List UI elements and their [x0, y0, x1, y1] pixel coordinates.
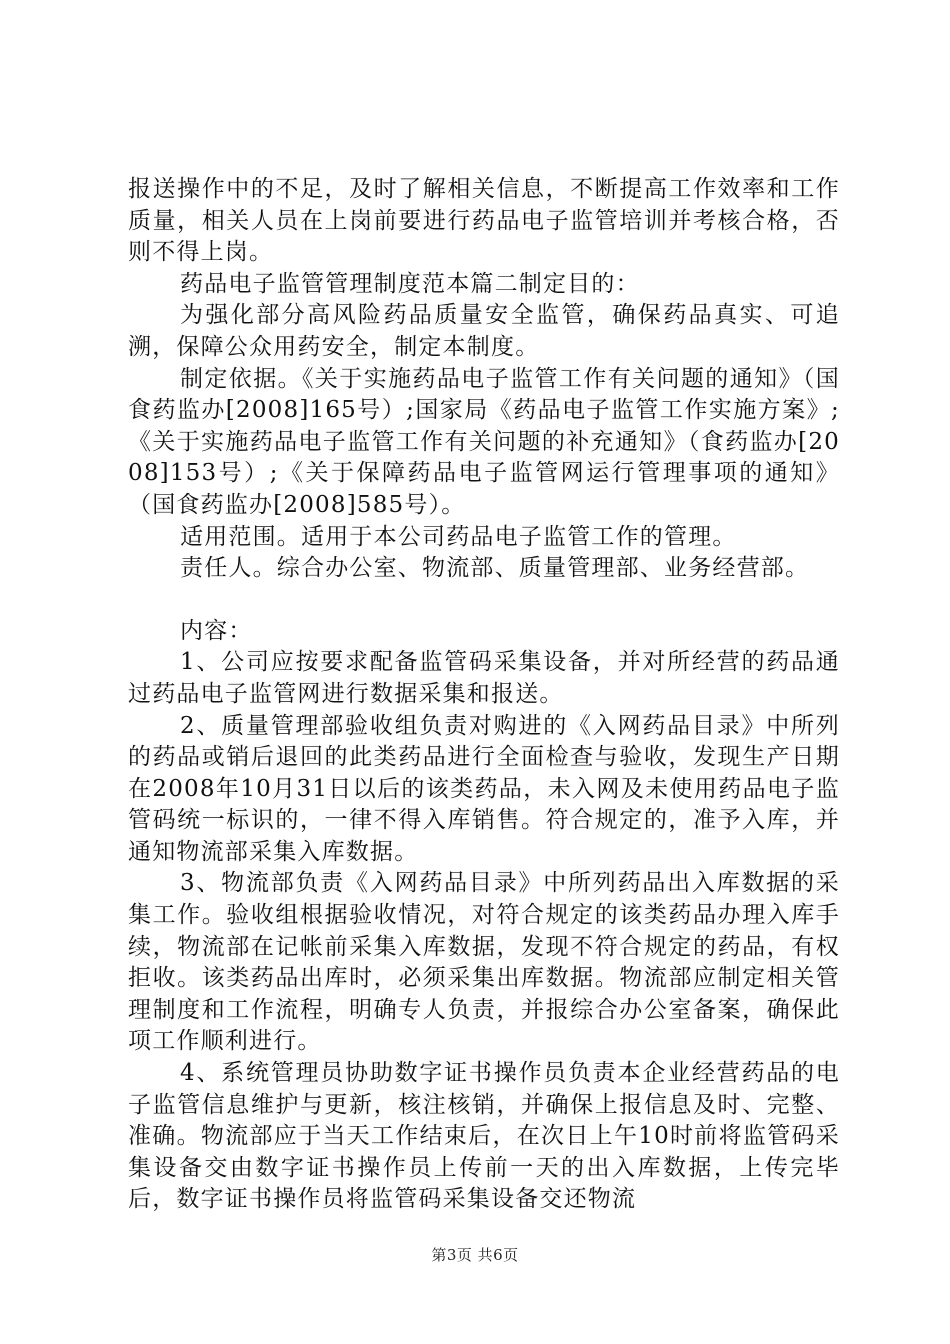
paragraph-purpose: 为强化部分高风险药品质量安全监管，确保药品真实、可追溯，保障公众用药安全，制定本制度。: [128, 302, 840, 360]
page-number-footer: 第3页 共6页: [431, 1246, 519, 1264]
paragraph-responsible: 责任人。综合办公室、物流部、质量管理部、业务经营部。: [180, 555, 810, 582]
document-body: [128, 174, 840, 1216]
paragraph-item-2: 2、质量管理部验收组负责对购进的《入网药品目录》中所列的药品或销后退回的此类药品进行全面检查与验收，发现生产日期在2008年10月31日以后的该类药品，未入网及未使用药品电子监管码统一标识的，一律不得入库销售。符合规定的，准予入库，并通知物流部采集入库数据。: [128, 712, 840, 865]
paragraph-continuation: 报送操作中的不足，及时了解相关信息，不断提高工作效率和工作质量，相关人员在上岗前要进行药品电子监管培训并考核合格，否则不得上岗。: [128, 176, 840, 266]
paragraph-content-heading: 内容：: [180, 617, 253, 644]
paragraph-basis: 制定依据。《关于实施药品电子监管工作有关问题的通知》（国食药监办[2008]165号）;国家局《药品电子监管工作实施方案》;《关于实施药品电子监管工作有关问题的补充通知》（食药监办[2008]153号）;《关于保障药品电子监管网运行管理事项的通知》（国食药监办[2008]585号）。: [128, 365, 840, 518]
paragraph-scope: 适用范围。适用于本公司药品电子监管工作的管理。: [180, 523, 737, 550]
paragraph-item-3: 3、物流部负责《入网药品目录》中所列药品出入库数据的采集工作。验收组根据验收情况，对符合规定的该类药品办理入库手续，物流部在记帐前采集入库数据，发现不符合规定的药品，有权拒收。该类药品出库时，必须采集出库数据。物流部应制定相关管理制度和工作流程，明确专人负责，并报综合办公室备案，确保此项工作顺利进行。: [128, 870, 840, 1055]
blank-line: [128, 585, 840, 616]
paragraph-item-4: 4、系统管理员协助数字证书操作员负责本企业经营药品的电子监管信息维护与更新，核注核销，并确保上报信息及时、完整、准确。物流部应于当天工作结束后，在次日上午10时前将监管码采集设备交由数字证书操作员上传前一天的出入库数据，上传完毕后，数字证书操作员将监管码采集设备交还物流: [128, 1060, 840, 1213]
paragraph-item-1: 1、公司应按要求配备监管码采集设备，并对所经营的药品通过药品电子监管网进行数据采集和报送。: [128, 649, 840, 707]
paragraph-section-title: 药品电子监管管理制度范本篇二制定目的：: [180, 270, 640, 297]
